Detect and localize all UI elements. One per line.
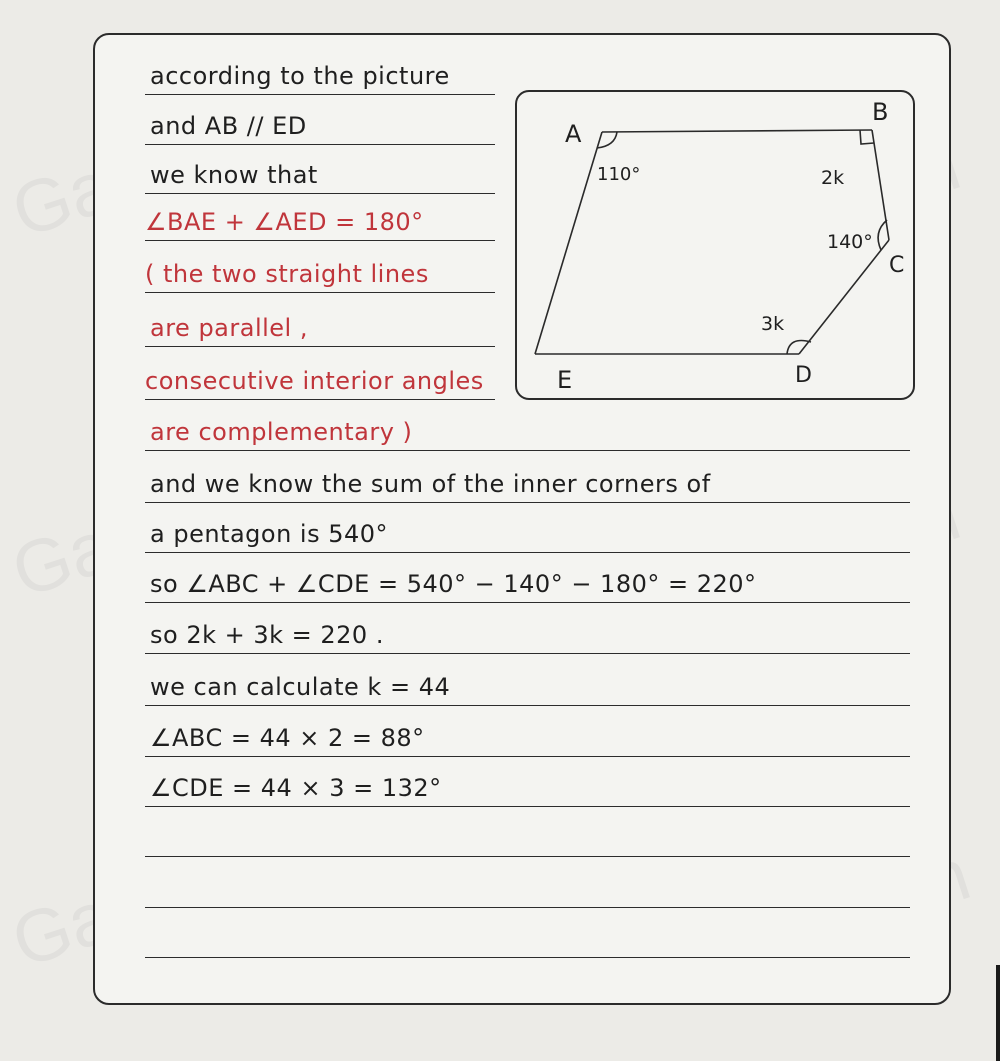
rule-line <box>145 756 910 757</box>
solution-line-7: consecutive interior angles <box>145 367 484 395</box>
solution-line-6: are parallel , <box>150 314 308 342</box>
vertex-label-e: E <box>557 366 573 394</box>
rule-line <box>145 193 495 194</box>
angle-label-a: 110° <box>597 164 641 185</box>
rule-line <box>145 450 910 451</box>
solution-line-12: so 2k + 3k = 220 . <box>150 621 384 649</box>
angle-label-b: 2k <box>821 167 845 189</box>
edge-ab <box>602 130 872 132</box>
vertex-label-d: D <box>795 363 812 388</box>
rule-line <box>145 957 910 958</box>
solution-line-9: and we know the sum of the inner corners of <box>150 470 711 498</box>
edge-cd <box>799 240 889 354</box>
rule-line <box>145 502 910 503</box>
solution-line-3: we know that <box>150 161 318 189</box>
solution-line-13: we can calculate k = 44 <box>150 673 451 701</box>
solution-line-14: ∠ABC = 44 × 2 = 88° <box>150 724 425 752</box>
rule-line <box>145 705 910 706</box>
rule-line <box>145 602 910 603</box>
solution-line-1: according to the picture <box>150 62 450 90</box>
pentagon-figure <box>515 90 915 400</box>
page-edge-shadow <box>996 965 1000 1061</box>
vertex-label-a: A <box>565 120 582 148</box>
solution-line-11: so ∠ABC + ∠CDE = 540° − 140° − 180° = 220° <box>150 570 757 598</box>
rule-line <box>145 399 495 400</box>
vertex-label-b: B <box>872 98 889 126</box>
rule-line <box>145 552 910 553</box>
vertex-label-c: C <box>889 253 905 278</box>
rule-line <box>145 292 495 293</box>
rule-line <box>145 346 495 347</box>
edge-ea <box>535 132 602 354</box>
solution-line-8: are complementary ) <box>150 418 413 446</box>
angle-label-c: 140° <box>827 231 873 253</box>
edge-bc <box>872 130 889 240</box>
rule-line <box>145 907 910 908</box>
pentagon-diagram <box>517 92 917 402</box>
solution-line-5: ( the two straight lines <box>145 260 429 288</box>
rule-line <box>145 240 495 241</box>
rule-line <box>145 806 910 807</box>
rule-line <box>145 653 910 654</box>
solution-line-15: ∠CDE = 44 × 3 = 132° <box>150 774 442 802</box>
rule-line <box>145 856 910 857</box>
rule-line <box>145 94 495 95</box>
angle-label-d: 3k <box>761 313 785 335</box>
solution-line-2: and AB // ED <box>150 112 307 140</box>
rule-line <box>145 144 495 145</box>
solution-line-10: a pentagon is 540° <box>150 520 389 548</box>
solution-line-4: ∠BAE + ∠AED = 180° <box>145 208 424 236</box>
